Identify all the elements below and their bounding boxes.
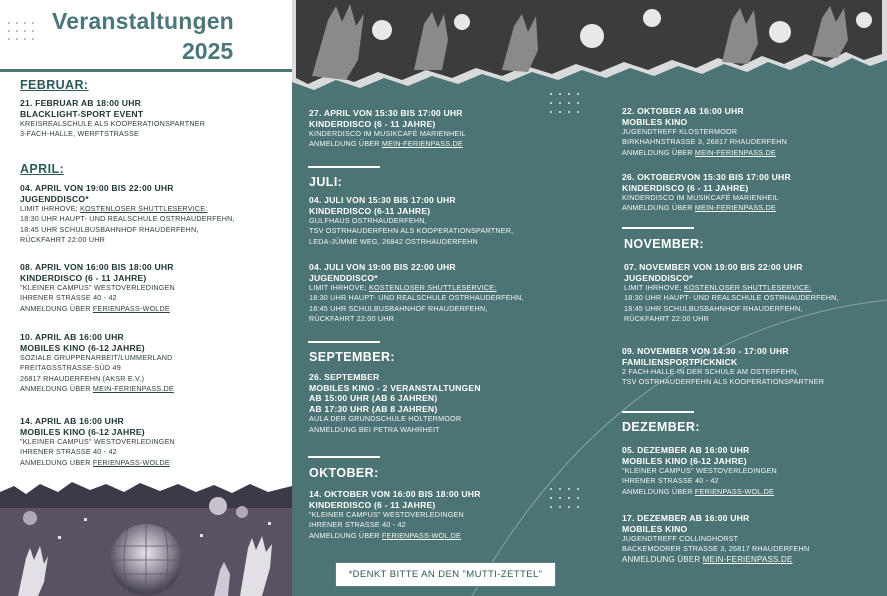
- event-detail: KINDERDISCO IM MUSIKCAFÉ MARIENHEIL: [309, 129, 466, 139]
- left-panel: [0, 0, 292, 596]
- event-detail: RÜCKFAHRT 22:00 UHR: [20, 234, 106, 244]
- event-title: JUGENDDISCO*: [309, 272, 378, 283]
- event-december-05: [622, 445, 777, 497]
- event-october-26: [622, 172, 791, 214]
- event-date: 08. APRIL VON 16:00 BIS 18:00 UHR: [20, 262, 174, 272]
- month-februar: FEBRUAR:: [20, 78, 89, 92]
- ferienpass-link[interactable]: FERIENPASS-WOLDE: [92, 457, 170, 467]
- section-divider: [308, 341, 380, 343]
- event-detail: 18:30 UHR HAUPT- UND REALSCHULE OSTRHAUDERFEHN,: [624, 293, 839, 303]
- event-detail: JUGENDTREFF COLLINGHORST: [622, 534, 739, 544]
- event-date: 14. APRIL AB 16:00 UHR: [20, 416, 124, 426]
- event-detail: "KLEINER CAMPUS" WESTOVERLEDINGEN: [622, 466, 777, 476]
- event-detail: 18:30 UHR HAUPT- UND REALSCHULE OSTRHAUDERFEHN,: [20, 214, 235, 224]
- event-detail: "KLEINER CAMPUS" WESTOVERLEDINGEN: [309, 510, 464, 520]
- month-september: SEPTEMBER:: [309, 350, 395, 364]
- event-detail: FREITAGSSTRASSE-SÜD 49: [20, 363, 121, 373]
- section-divider: [622, 411, 694, 413]
- event-detail: "KLEINER CAMPUS" WESTOVERLEDINGEN: [20, 437, 175, 447]
- ferienpass-link[interactable]: MEIN-FERIENPASS.DE: [381, 139, 463, 149]
- ferienpass-link[interactable]: MEIN-FERIENPASS.DE: [694, 147, 776, 157]
- event-date: 04. APRIL VON 19:00 BIS 22:00 UHR: [20, 183, 174, 193]
- event-title: FAMILIENSPORTPICKNICK: [622, 356, 738, 367]
- event-detail: 18:30 UHR HAUPT- UND REALSCHULE OSTRHAUDERFEHN,: [309, 293, 524, 303]
- event-title: MOBILES KINO (6-12 JAHRE): [20, 426, 145, 437]
- event-title: MOBILES KINO: [622, 116, 688, 127]
- decorative-dots: [550, 488, 579, 508]
- event-date: 26. SEPTEMBER: [309, 372, 380, 382]
- event-title: KINDERDISCO (6 - 11 JAHRE): [309, 118, 436, 129]
- event-detail: GULFHAUS OSTRHAUDERFEHN,: [309, 216, 427, 226]
- event-october-22: [622, 106, 787, 158]
- event-detail: BACKEMOORER STRASSE 3, 26817 RHAUDERFEHN: [622, 544, 810, 554]
- page-year: 2025: [182, 38, 234, 64]
- page-title: Veranstaltungen: [52, 8, 234, 34]
- event-april-04: [20, 183, 235, 245]
- event-detail: RÜCKFAHRT 22:00 UHR: [624, 313, 710, 323]
- shuttle-service-link[interactable]: KOSTENLOSER SHUTTLESERVICE:: [79, 204, 208, 214]
- event-detail: BIRKHAHNSTRASSE 3, 26817 RHAUDERFEHN: [622, 137, 787, 147]
- event-july-04-kinderdisco: [309, 195, 513, 247]
- month-juli: JULI:: [309, 175, 343, 189]
- event-detail: KREISREALSCHULE ALS KOOPERATIONSPARTNER: [20, 119, 206, 129]
- event-time: AB 15:00 UHR (AB 6 JAHREN): [309, 393, 438, 404]
- event-december-17: [622, 513, 809, 565]
- event-detail: ANMELDUNG ÜBER: [20, 457, 93, 467]
- event-title: KINDERDISCO (6 - 11 JAHRE): [309, 499, 436, 510]
- event-title: KINDERDISCO (6 - 11 JAHRE): [20, 272, 147, 283]
- event-date: 21. FEBRUAR AB 18:00 UHR: [20, 98, 141, 108]
- event-detail: 18:45 UHR SCHULBUSBAHNHOF RHAUDERFEHN,: [624, 303, 803, 313]
- section-divider: [308, 456, 380, 458]
- event-detail: LIMIT IHRHOVE;: [624, 283, 684, 293]
- event-title: MOBILES KINO (6-12 JAHRE): [20, 342, 145, 353]
- event-april-08: [20, 262, 175, 314]
- event-title: KINDERDISCO (6 - 11 JAHRE): [622, 182, 749, 193]
- event-date: 05. DEZEMBER AB 16:00 UHR: [622, 445, 750, 455]
- ferienpass-link[interactable]: FERIENPASS-WOL.DE: [694, 486, 775, 496]
- event-date: 14. OKTOBER VON 16:00 BIS 18:00 UHR: [309, 489, 481, 499]
- event-detail: IHRENER STRASSE 40 - 42: [20, 293, 117, 303]
- event-detail: ANMELDUNG ÜBER: [309, 139, 382, 149]
- shuttle-service-link[interactable]: KOSTENLOSER SHUTTLESERVICE:: [368, 283, 497, 293]
- section-divider: [308, 166, 380, 168]
- decorative-dots: [8, 22, 34, 40]
- event-date: 22. OKTOBER AB 16:00 UHR: [622, 106, 744, 116]
- shuttle-service-link[interactable]: KOSTENLOSER SHUTTLESERVICE:: [683, 283, 812, 293]
- event-detail: ANMELDUNG ÜBER: [20, 303, 93, 313]
- event-detail: ANMELDUNG ÜBER: [622, 147, 695, 157]
- event-april-10: [20, 332, 174, 394]
- event-title: MOBILES KINO (6-12 JAHRE): [622, 455, 747, 466]
- ferienpass-link[interactable]: FERIENPASS-WOL.DE: [381, 530, 462, 540]
- ferienpass-link[interactable]: MEIN-FERIENPASS.DE: [694, 203, 776, 213]
- event-detail: 18:45 UHR SCHULBUSBAHNHOF RHAUDERFEHN,: [309, 303, 488, 313]
- event-detail: 3-FACH-HALLE, WERFTSTRASSE: [20, 129, 140, 139]
- event-detail: ANMELDUNG ÜBER: [309, 530, 382, 540]
- event-date: 10. APRIL AB 16:00 UHR: [20, 332, 124, 342]
- event-date: 07. NOVEMBER VON 19:00 BIS 22:00 UHR: [624, 262, 803, 272]
- event-detail: RÜCKFAHRT 22:00 UHR: [309, 313, 395, 323]
- event-title: JUGENDDISCO*: [624, 272, 693, 283]
- event-detail: SOZIALE GRUPPENARBEIT/LUMMERLAND: [20, 353, 173, 363]
- event-title: BLACKLIGHT-SPORT EVENT: [20, 108, 144, 119]
- event-date: 09. NOVEMBER VON 14:30 - 17:00 UHR: [622, 346, 789, 356]
- event-detail: ANMELDUNG ÜBER: [622, 203, 695, 213]
- event-detail: TSV OSTRHAUDERFEHN ALS KOOPERATIONSPARTNER,: [309, 226, 514, 236]
- event-detail: AULA DER GRUNDSCHULE HOLTERMOOR: [309, 414, 462, 424]
- event-february-blacklight: [20, 98, 205, 140]
- event-detail: 18:45 UHR SCHULBUSBAHNHOF RHAUDERFEHN,: [20, 224, 199, 234]
- title-divider: [0, 69, 292, 72]
- event-detail: JUGENDTREFF KLOSTERMOOR: [622, 127, 738, 137]
- month-april: APRIL:: [20, 162, 65, 176]
- event-april-27: [309, 108, 466, 150]
- month-november: NOVEMBER:: [624, 237, 704, 251]
- event-september-26: [309, 372, 481, 435]
- ferienpass-link[interactable]: MEIN-FERIENPASS.DE: [702, 554, 793, 564]
- event-detail: LIMIT IHRHOVE;: [309, 283, 369, 293]
- event-time: AB 17:30 UHR (AB 8 JAHREN): [309, 403, 438, 414]
- event-detail: ANMELDUNG ÜBER: [622, 554, 703, 564]
- event-detail: IHRENER STRASSE 40 - 42: [309, 520, 406, 530]
- event-detail: TSV OSTRHAUDERFEHN ALS KOOPERATIONSPARTNER: [622, 377, 825, 387]
- event-title: JUGENDDISCO*: [20, 193, 89, 204]
- event-detail: "KLEINER CAMPUS" WESTOVERLEDINGEN: [20, 283, 175, 293]
- event-april-14: [20, 416, 175, 468]
- event-detail: LIMIT IHRHOVE;: [20, 204, 80, 214]
- event-october-14: [309, 489, 481, 541]
- event-title: KINDERDISCO (6-11 JAHRE): [309, 205, 431, 216]
- event-detail: IHRENER STRASSE 40 - 42: [20, 447, 117, 457]
- event-date: 27. APRIL VON 15:30 BIS 17:00 UHR: [309, 108, 463, 118]
- month-dezember: DEZEMBER:: [622, 420, 700, 434]
- event-july-04-jugenddisco: [309, 262, 524, 324]
- mutti-zettel-note: *DENKT BITTE AN DEN "MUTTI-ZETTEL": [335, 562, 556, 587]
- event-november-09: [622, 346, 824, 388]
- ferienpass-link[interactable]: FERIENPASS-WOLDE: [92, 303, 170, 313]
- event-detail: ANMELDUNG BEI PETRA WAHRHEIT: [309, 424, 440, 434]
- decorative-dots: [550, 93, 579, 113]
- month-oktober: OKTOBER:: [309, 466, 379, 480]
- right-panel: [292, 0, 887, 596]
- event-detail: ANMELDUNG ÜBER: [622, 486, 695, 496]
- event-detail: 26817 RHAUDERFEHN (AKSR E.V.): [20, 373, 145, 383]
- event-date: 04. JULI VON 15:30 BIS 17:00 UHR: [309, 195, 456, 205]
- event-date: 26. OKTOBERVON 15:30 BIS 17:00 UHR: [622, 172, 791, 182]
- event-november-07: [624, 262, 839, 324]
- party-image: [0, 478, 292, 596]
- event-detail: IHRENER STRASSE 40 - 42: [622, 476, 719, 486]
- event-detail: LEDA-JÜMME WEG, 26842 OSTRHAUDERFEHN: [309, 236, 478, 246]
- section-divider: [622, 227, 694, 229]
- event-title: MOBILES KINO: [622, 523, 688, 534]
- event-date: 17. DEZEMBER AB 16:00 UHR: [622, 513, 750, 523]
- event-detail: ANMELDUNG ÜBER: [20, 383, 93, 393]
- ferienpass-link[interactable]: MEIN-FERIENPASS.DE: [92, 383, 174, 393]
- event-detail: KINDERDISCO IM MUSIKCAFÉ MARIENHEIL: [622, 193, 779, 203]
- event-title: MOBILES KINO - 2 VERANSTALTUNGEN: [309, 382, 481, 393]
- event-detail: 2 FACH-HALLE IN DER SCHULE AM OSTERFEHN,: [622, 367, 799, 377]
- event-date: 04. JULI VON 19:00 BIS 22:00 UHR: [309, 262, 456, 272]
